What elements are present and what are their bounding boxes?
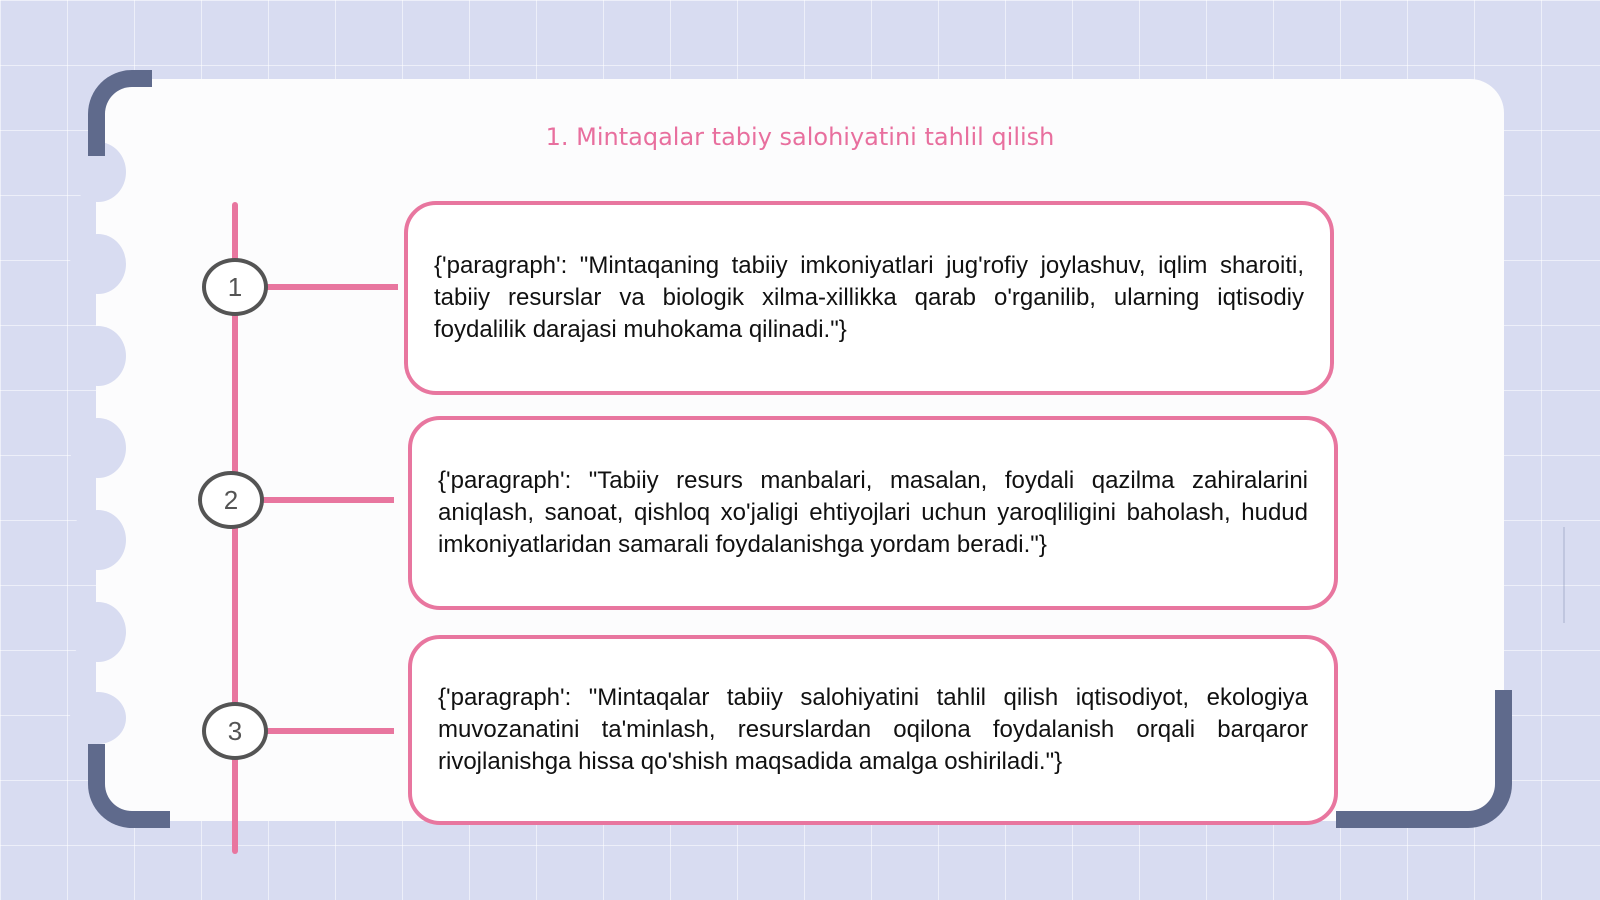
connector-3 [262, 728, 394, 734]
step-box-1 [404, 201, 1334, 395]
step-text-3: {'paragraph': "Mintaqalar tabiiy salohiyatini tahlil qilish iqtisodiyot, ekologiya muvozanatini ta'minlash, resurslardan oqilona foydalanish orqali barqaror rivojlanishga hissa qo'shish maqsadida amalga oshiriladi."} [438, 684, 1308, 775]
step-number-1: 1 [202, 258, 268, 316]
decorative-line [1563, 527, 1565, 623]
connector-2 [258, 497, 394, 503]
step-text-1: {'paragraph': "Mintaqaning tabiiy imkoniyatlari jug'rofiy joylashuv, iqlim sharoiti, tabiiy resurslar va biologik xilma-xillikka qarab o'rganilib, ularning iqtisodiy foydalilik darajasi muhokama qilinadi."} [434, 252, 1304, 343]
step-box-3 [408, 635, 1338, 825]
connector-1 [262, 284, 398, 290]
step-number-2: 2 [198, 471, 264, 529]
step-box-2 [408, 416, 1338, 610]
step-number-3: 3 [202, 702, 268, 760]
slide-title: 1. Mintaqalar tabiy salohiyatini tahlil qilish [545, 123, 1055, 151]
step-text-2: {'paragraph': "Tabiiy resurs manbalari, masalan, foydali qazilma zahiralarini aniqlash, sanoat, qishloq xo'jaligi ehtiyojlari uchun yaroqliligini baholash, hudud imkoniyatlaridan samarali foydalanishga yordam beradi."} [438, 467, 1308, 558]
